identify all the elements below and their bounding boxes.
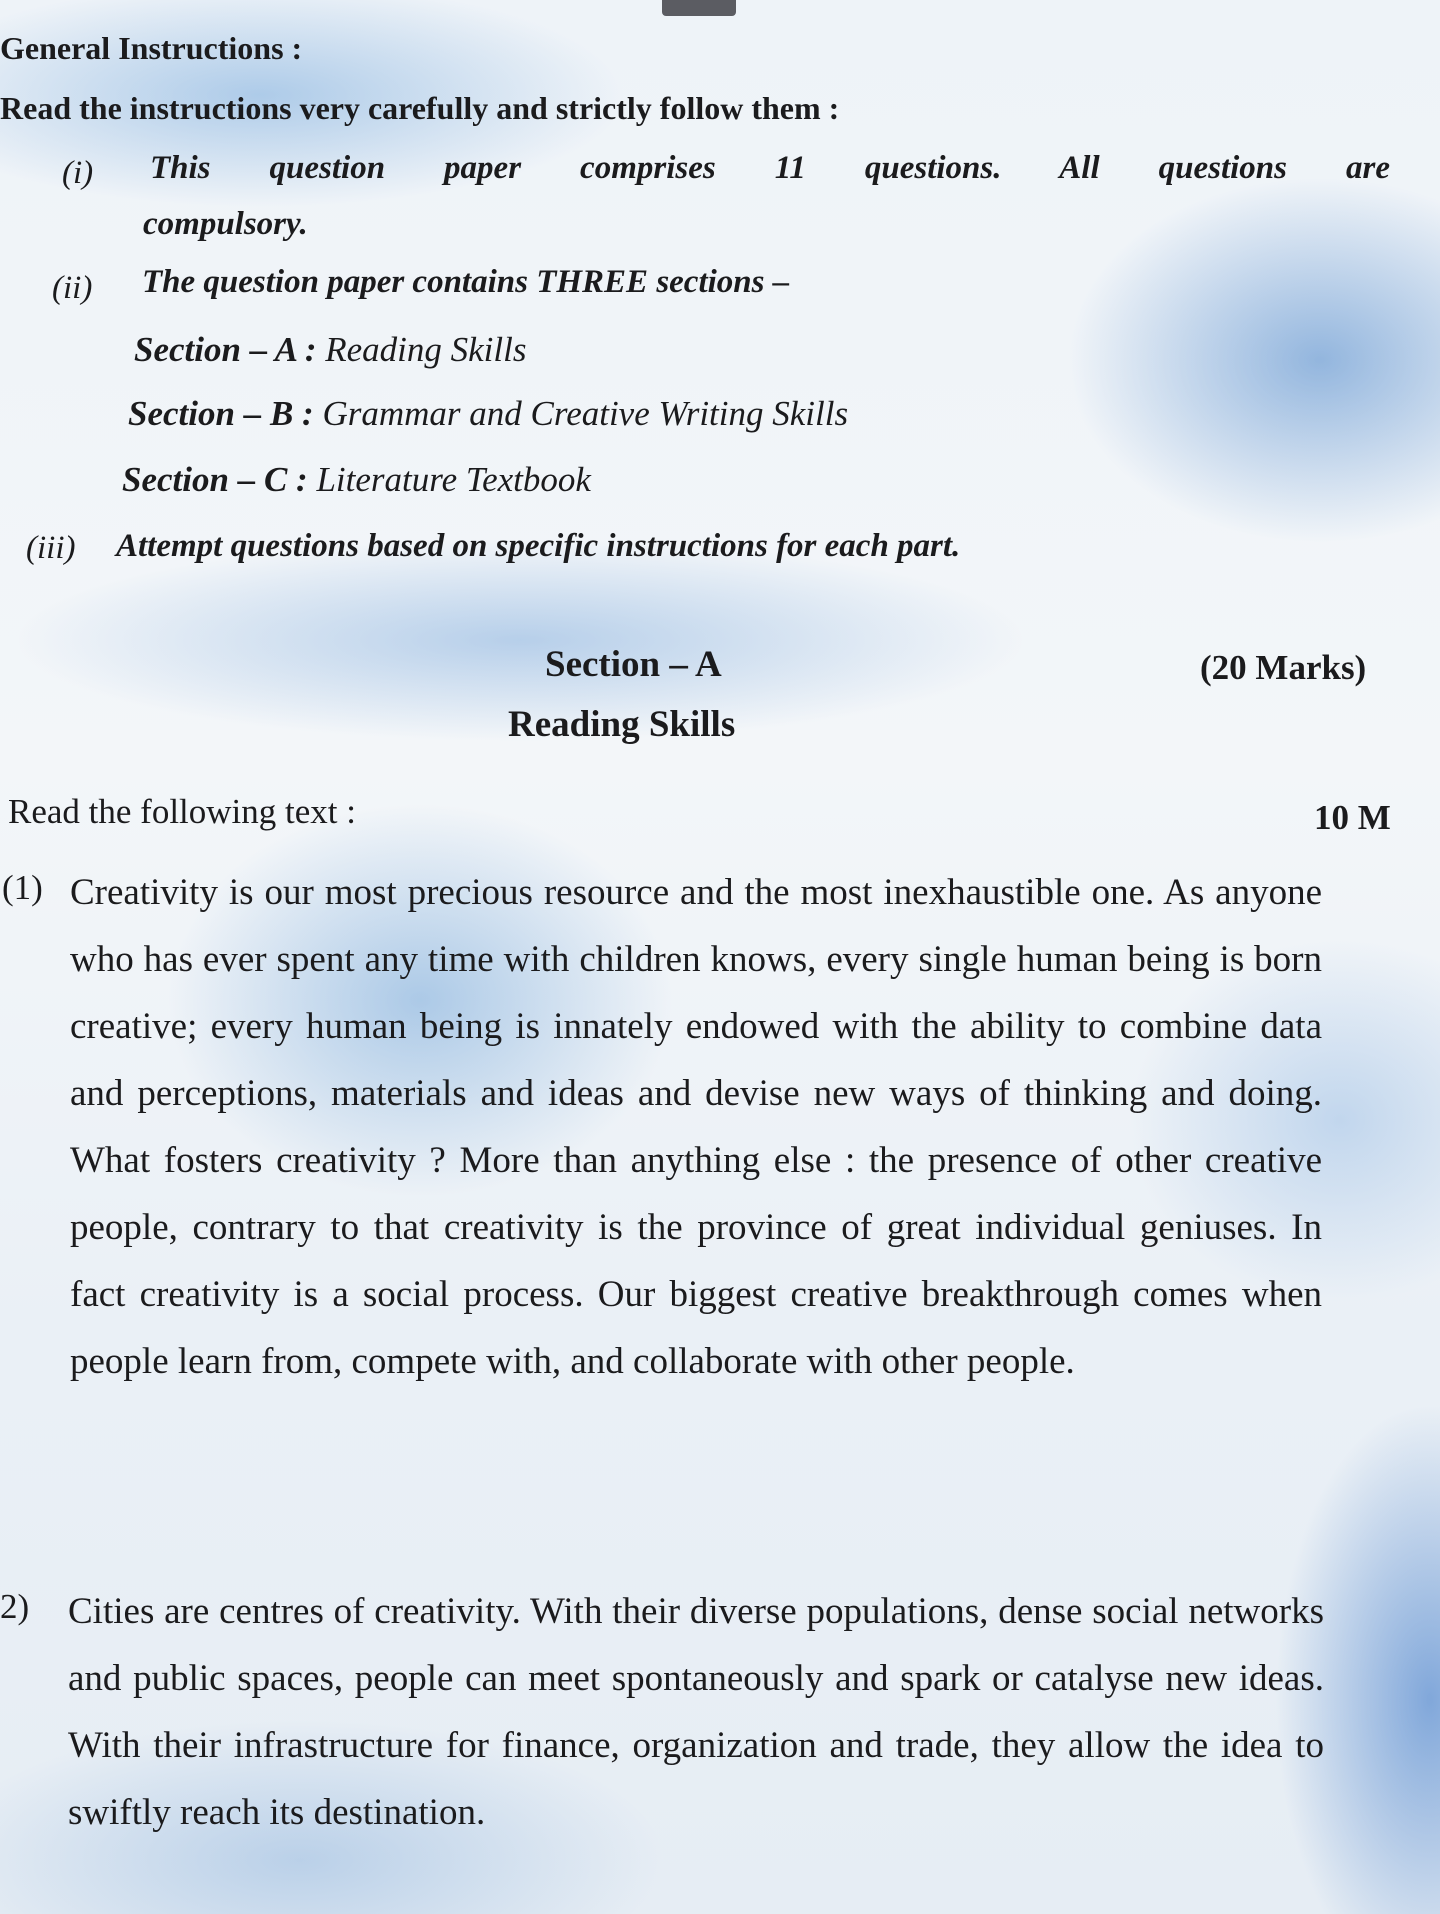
section-name: Grammar and Creative Writing Skills xyxy=(322,394,849,433)
instruction-text: This question paper comprises 11 questions. All questions are xyxy=(150,150,1390,186)
section-label: Section – B : xyxy=(128,394,314,433)
reading-marks: 10 M xyxy=(1314,798,1391,837)
instructions-intro: Read the instructions very carefully and strictly follow them : xyxy=(0,90,840,126)
paragraph-number: (1) xyxy=(2,868,43,907)
paragraph-text: Cities are centres of creativity. With their diverse populations, dense social networks and public spaces, people can meet spontaneously and spark or catalyse new ideas. With their infrastructure for finance, organization and trade, they allow the idea to swiftly reach its destination. xyxy=(68,1591,1324,1833)
instruction-number: (ii) xyxy=(52,270,93,306)
section-a-marks: (20 Marks) xyxy=(1200,648,1367,687)
paragraph-number: 2) xyxy=(0,1587,30,1626)
section-list-item xyxy=(122,460,591,500)
instruction-text: The question paper contains THREE sections – xyxy=(142,264,790,300)
section-name: Literature Textbook xyxy=(316,460,591,499)
section-label: Section – A : xyxy=(134,330,317,369)
paragraph-text: Creativity is our most precious resource and the most inexhaustible one. As anyone who has ever spent any time with children knows, every single human being is born creative; every human being is innately endowed with the ability to combine data and perceptions, materials and ideas and devise new ways of thinking and doing. What fosters creativity ? More than anything else : the presence of other creative people, contrary to that creativity is the province of great individual geniuses. In fact creativity is a social process. Our biggest creative breakthrough comes when people learn from, compete with, and collaborate with other people. xyxy=(70,872,1322,1382)
section-a-title: Section – A xyxy=(545,644,722,685)
instruction-number: (iii) xyxy=(26,530,76,566)
section-list-item xyxy=(134,330,526,370)
general-instructions-heading: General Instructions : xyxy=(0,30,303,66)
section-a-subtitle: Reading Skills xyxy=(508,704,736,745)
reading-lead: Read the following text : xyxy=(8,792,356,831)
instruction-text: Attempt questions based on specific instructions for each part. xyxy=(116,528,961,564)
instruction-text-continued: compulsory. xyxy=(143,206,308,242)
page-top-mark xyxy=(662,0,736,16)
section-label: Section – C : xyxy=(122,460,308,499)
section-list-item xyxy=(128,394,848,434)
section-name: Reading Skills xyxy=(325,330,527,369)
instruction-number: (i) xyxy=(62,155,94,191)
